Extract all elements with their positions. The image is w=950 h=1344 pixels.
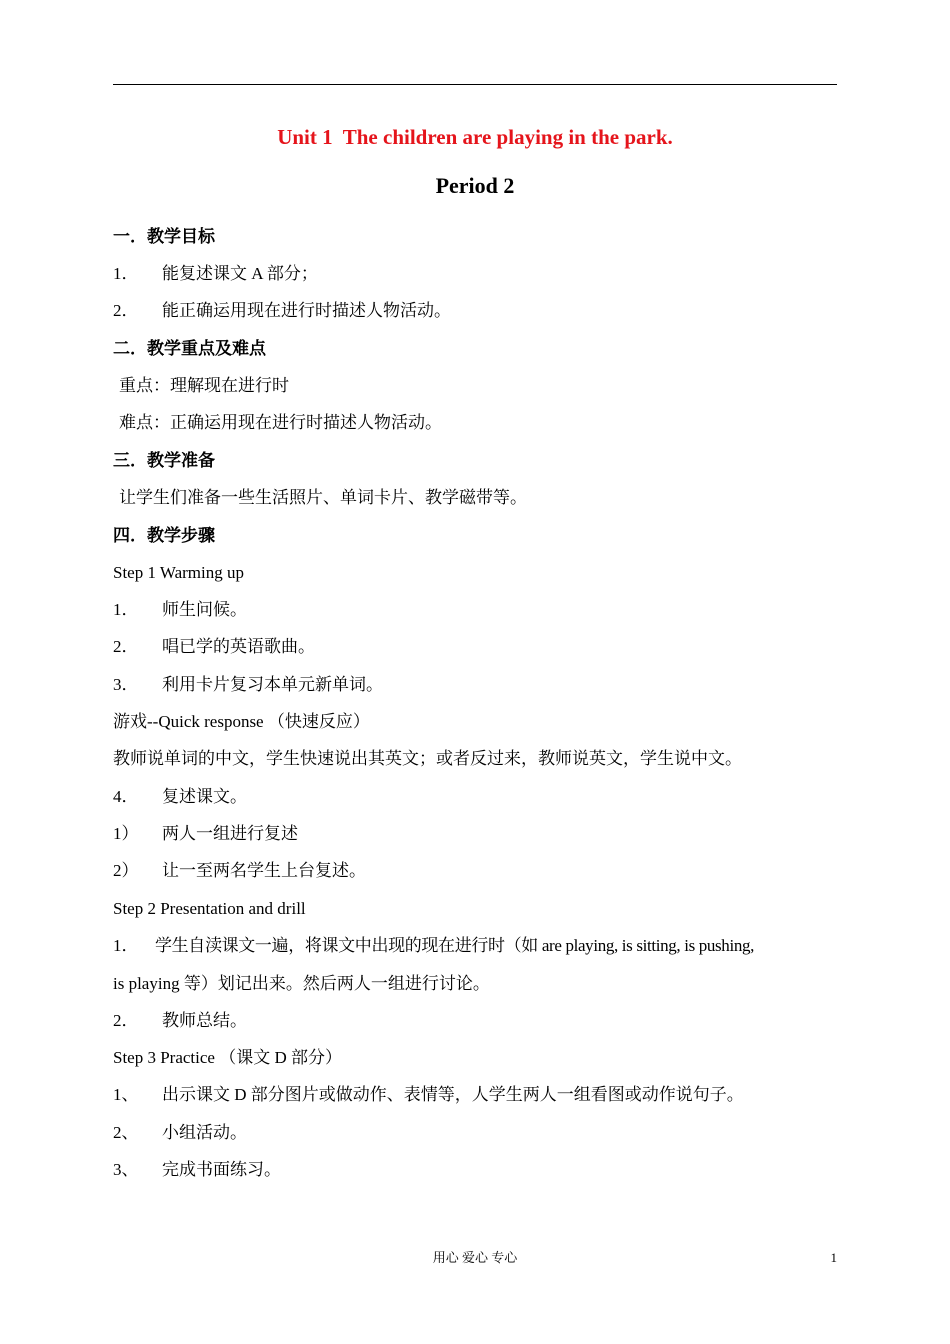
list-text: 教师总结。 <box>162 1011 247 1030</box>
list-number: 1． <box>113 600 139 619</box>
preparation-text: 让学生们准备一些生活照片、单词卡片、教学磁带等。 <box>119 488 527 507</box>
footer-motto: 用心 爱心 专心 <box>432 1250 518 1265</box>
list-item <box>113 1122 837 1144</box>
header-rule <box>113 84 837 85</box>
list-number: 2． <box>113 637 139 656</box>
list-item <box>113 636 837 658</box>
sub-list-item <box>113 823 837 845</box>
list-item <box>113 1010 837 1032</box>
list-text: 利用卡片复习本单元新单词。 <box>162 675 383 694</box>
list-number: 4． <box>113 787 139 806</box>
list-number: 1、 <box>113 1085 139 1104</box>
focus-point: 重点：理解现在进行时 <box>119 376 289 395</box>
step-title: Step 3 Practice （课文 D 部分） <box>113 1048 342 1067</box>
difficulty-point: 难点：正确运用现在进行时描述人物活动。 <box>119 413 442 432</box>
section-heading-preparation: 三．教学准备 <box>113 451 215 470</box>
list-number: 1． <box>113 936 139 955</box>
list-number: 3、 <box>113 1160 139 1179</box>
list-text: 学生自渎课文一遍，将课文中出现的现在进行时（如 are playing, is sitting, is pushing, <box>155 936 755 955</box>
list-text: 让一至两名学生上台复述。 <box>162 861 366 880</box>
list-item <box>113 935 837 957</box>
section-heading-key-points: 二．教学重点及难点 <box>113 339 266 358</box>
list-text: 复述课文。 <box>162 787 247 806</box>
list-text: 唱已学的英语歌曲。 <box>162 637 315 656</box>
list-item <box>113 1084 837 1106</box>
page-number: 1 <box>830 1250 837 1265</box>
list-number: 2． <box>113 301 139 320</box>
list-item <box>113 674 837 696</box>
list-number: 2． <box>113 1011 139 1030</box>
list-text: 师生问候。 <box>162 600 247 619</box>
game-title: 游戏--Quick response （快速反应） <box>113 712 370 731</box>
list-text: 两人一组进行复述 <box>162 824 298 843</box>
document-title: Unit 1 The children are playing in the park. <box>277 125 673 149</box>
sub-list-item <box>113 860 837 882</box>
list-item <box>113 1159 837 1181</box>
list-item-continuation: is playing 等）划记出来。然后两人一组进行讨论。 <box>113 974 490 993</box>
list-number: 1． <box>113 264 139 283</box>
list-text: 小组活动。 <box>162 1123 247 1142</box>
list-text: 能复述课文 A 部分； <box>162 264 318 283</box>
section-heading-objectives: 一．教学目标 <box>113 227 215 246</box>
list-item <box>113 300 837 322</box>
list-number: 3． <box>113 675 139 694</box>
list-number: 2） <box>113 861 139 880</box>
list-item <box>113 263 837 285</box>
step-title: Step 1 Warming up <box>113 563 245 582</box>
list-text: 能正确运用现在进行时描述人物活动。 <box>162 301 451 320</box>
section-heading-steps: 四．教学步骤 <box>113 526 215 545</box>
list-item <box>113 599 837 621</box>
list-number: 1） <box>113 824 139 843</box>
list-text: 完成书面练习。 <box>162 1160 281 1179</box>
list-number: 2、 <box>113 1123 139 1142</box>
list-item <box>113 786 837 808</box>
list-text: 出示课文 D 部分图片或做动作、表情等，人学生两人一组看图或动作说句子。 <box>162 1085 744 1104</box>
step-title: Step 2 Presentation and drill <box>113 899 306 918</box>
game-text: 教师说单词的中文，学生快速说出其英文；或者反过来，教师说英文，学生说中文。 <box>113 749 742 768</box>
document-subtitle: Period 2 <box>435 173 515 198</box>
